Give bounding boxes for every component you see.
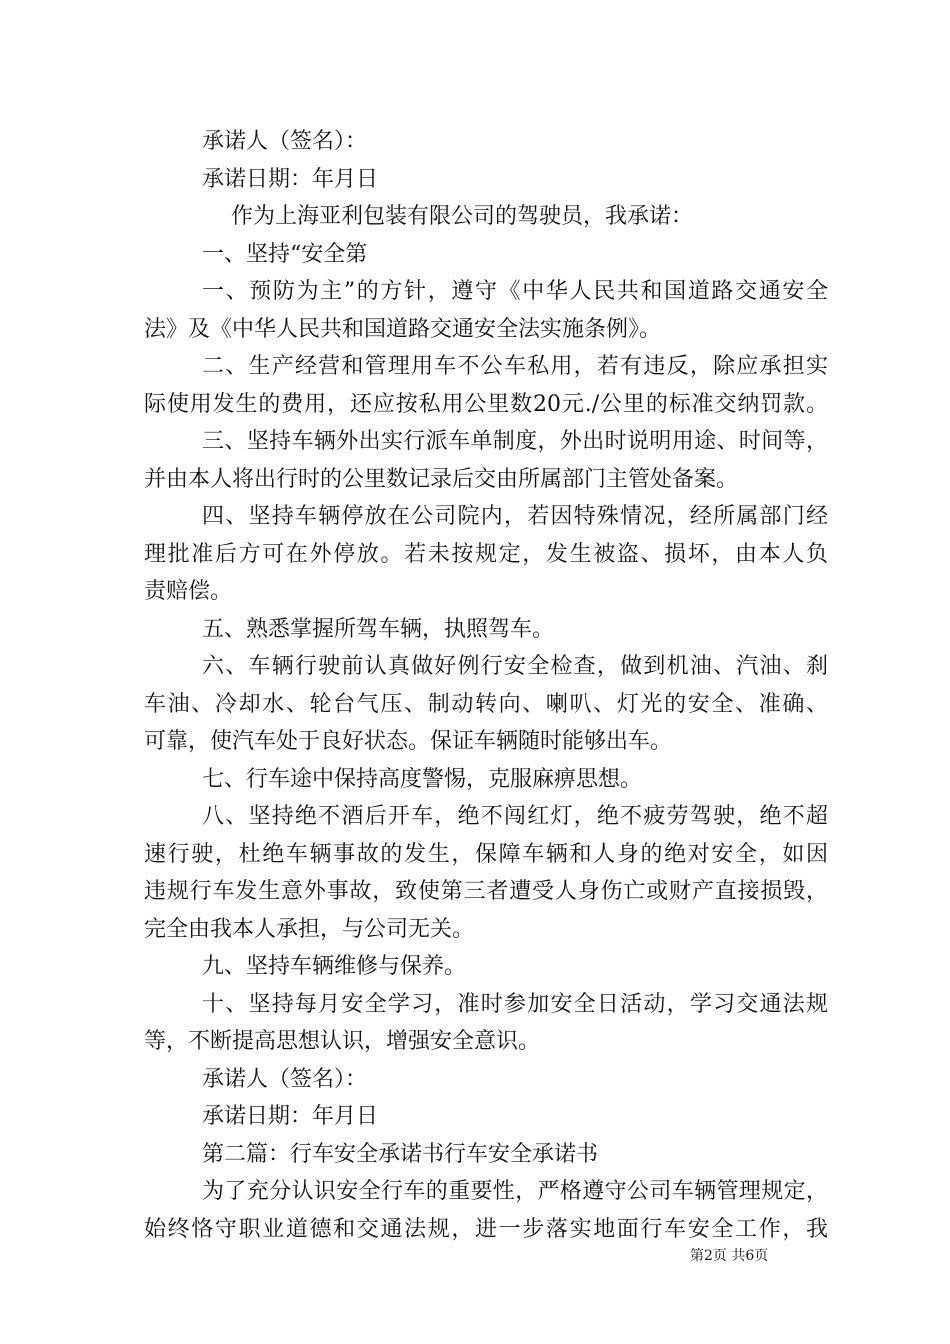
text-line: 为了充分认识安全行车的重要性，严格遵守公司车辆管理规定，: [202, 1179, 828, 1204]
text-line: 违规行车发生意外事故，致使第三者遭受人身伤亡或财产直接损毁，: [144, 879, 828, 904]
text-line: 承诺日期：年月日: [202, 1104, 379, 1129]
text-line: 三、坚持车辆外出实行派车单制度，外出时说明用途、时间等，: [202, 429, 828, 454]
text-line: 并由本人将出行时的公里数记录后交由所属部门主管处备案。: [144, 466, 739, 492]
text-line: 七、行车途中保持高度警惕，克服麻痹思想。: [202, 766, 643, 792]
footer-page-number: 2: [704, 1248, 713, 1264]
text-line: 完全由我本人承担，与公司无关。: [144, 916, 475, 942]
text-line: 六、车辆行驶前认真做好例行安全检查，做到机油、汽油、刹: [202, 654, 828, 679]
text-line: 一、预防为主”的方针，遵守《中华人民共和国道路交通安全: [202, 279, 828, 304]
text-line: 二、生产经营和管理用车不公车私用，若有违反，除应承担实: [202, 354, 828, 379]
text-line: 第二篇：行车安全承诺书行车安全承诺书: [202, 1141, 599, 1167]
text-line: 承诺人（签名）：: [202, 1066, 368, 1092]
text-line: 可靠，使汽车处于良好状态。保证车辆随时能够出车。: [144, 729, 673, 754]
text-line: 十、坚持每月安全学习，准时参加安全日活动，学习交通法规: [202, 991, 828, 1017]
text-line: 一、坚持“安全第: [202, 241, 368, 267]
page-footer: [690, 1246, 830, 1266]
footer-total-pages: 6: [745, 1248, 755, 1264]
text-line: 始终恪守职业道德和交通法规，进一步落实地面行车安全工作，我: [144, 1216, 828, 1242]
footer-prefix: 第: [690, 1248, 704, 1264]
text-line: 承诺日期：年月日: [202, 166, 379, 192]
text-line: 法》及《中华人民共和国道路交通安全法实施条例》。: [144, 316, 662, 342]
text-line: 五、熟悉掌握所驾车辆，执照驾车。: [202, 616, 555, 642]
text-line: 责赔偿。: [144, 579, 233, 604]
footer-middle: 页 共: [712, 1248, 746, 1264]
text-line: 四、坚持车辆停放在公司院内，若因特殊情况，经所属部门经: [202, 504, 828, 529]
text-line: 作为上海亚利包装有限公司的驾驶员，我承诺：: [231, 204, 694, 229]
footer-suffix: 页: [754, 1248, 769, 1264]
text-line: 承诺人（签名）：: [202, 129, 368, 154]
text-line: 车油、冷却水、轮台气压、制动转向、喇叭、灯光的安全、准确、: [144, 691, 828, 717]
text-line: 等，不断提高思想认识，增强安全意识。: [144, 1029, 541, 1054]
text-line: 际使用发生的费用，还应按私用公里数20元./公里的标准交纳罚款。: [144, 391, 828, 417]
text-line: 速行驶，杜绝车辆事故的发生，保障车辆和人身的绝对安全，如因: [144, 841, 828, 867]
document-body: [144, 123, 828, 1248]
text-line: 八、坚持绝不酒后开车，绝不闯红灯，绝不疲劳驾驶，绝不超: [202, 804, 828, 829]
text-line: 九、坚持车辆维修与保养。: [202, 954, 467, 979]
text-line: 理批准后方可在外停放。若未按规定，发生被盗、损坏，由本人负: [144, 541, 828, 567]
